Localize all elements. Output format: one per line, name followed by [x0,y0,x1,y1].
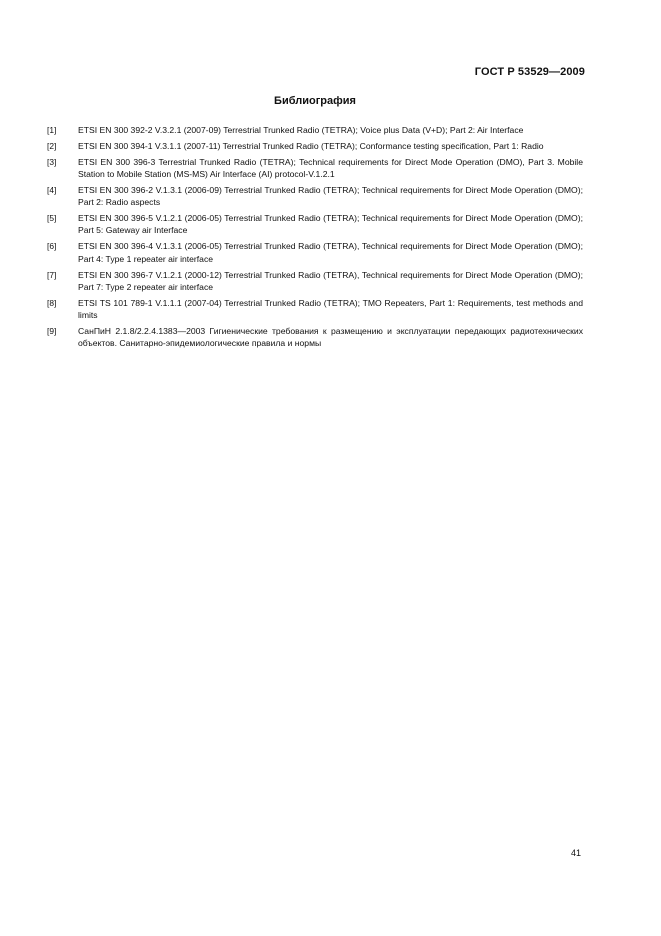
entry-number: [5] [47,213,57,224]
bibliography-entry [47,325,583,350]
standard-code: ГОСТ Р 53529—2009 [474,66,585,78]
bibliography-entry [47,124,583,136]
entry-text: ETSI EN 300 396-3 Terrestrial Trunked Radio (TETRA); Technical requirements for Direct Mode Operation (DMO), Part 3. Mobile Station to Mobile Station (MS-MS) Air Interface (AI) protocol-V.1.2.1 [78,156,583,180]
entry-text: ETSI TS 101 789-1 V.1.1.1 (2007-04) Terrestrial Trunked Radio (TETRA); TMO Repeaters, Part 1: Requirements, test methods and limits [78,297,583,321]
entry-text: ETSI EN 300 396-4 V.1.3.1 (2006-05) Terrestrial Trunked Radio (TETRA), Technical requirements for Direct Mode Operation (DMO); Part 4: Type 1 repeater air interface [78,241,583,264]
bibliography-entry [47,297,583,322]
bibliography-heading: Библиография [274,95,356,107]
entry-number: [9] [47,325,57,336]
entry-text: ETSI EN 300 396-5 V.1.2.1 (2006-05) Terrestrial Trunked Radio (TETRA); Technical requirements for Direct Mode Operation (DMO); Part 5: Gateway air Interface [78,213,583,236]
bibliography-entry [47,240,583,265]
entry-text: ETSI EN 300 396-2 V.1.3.1 (2006-09) Terrestrial Trunked Radio (TETRA); Technical requirements for Direct Mode Operation (DMO); Part 2: Radio aspects [78,184,583,208]
entry-text: ETSI EN 300 392-2 V.3.2.1 (2007-09) Terrestrial Trunked Radio (TETRA); Voice plus Data (V+D); Part 2: Air Interface [78,125,524,135]
entry-number: [6] [47,241,57,252]
bibliography-entry [47,269,583,294]
entry-number: [7] [47,269,57,280]
entry-number: [1] [47,125,57,135]
entry-text: ETSI EN 300 396-7 V.1.2.1 (2000-12) Terrestrial Trunked Radio (TETRA), Technical requirements for Direct Mode Operation (DMO); Part 7: Type 2 repeater air interface [78,269,583,292]
bibliography-list [47,124,583,353]
entry-text: СанПиН 2.1.8/2.2.4.1383—2003 Гигиенические требования к размещению и эксплуатации передающих радиотехнических объектов. Санитарно-эпидемиологические правила и нормы [78,325,583,349]
bibliography-entry [47,156,583,181]
entry-number: [2] [47,140,57,151]
bibliography-entry [47,140,583,152]
entry-number: [4] [47,184,57,195]
entry-number: [8] [47,297,57,308]
bibliography-entry [47,212,583,237]
bibliography-entry [47,184,583,209]
entry-text: ETSI EN 300 394-1 V.3.1.1 (2007-11) Terrestrial Trunked Radio (TETRA); Conformance testing specification, Part 1: Radio [78,140,544,151]
page-number: 41 [570,848,581,858]
entry-number: [3] [47,156,57,167]
